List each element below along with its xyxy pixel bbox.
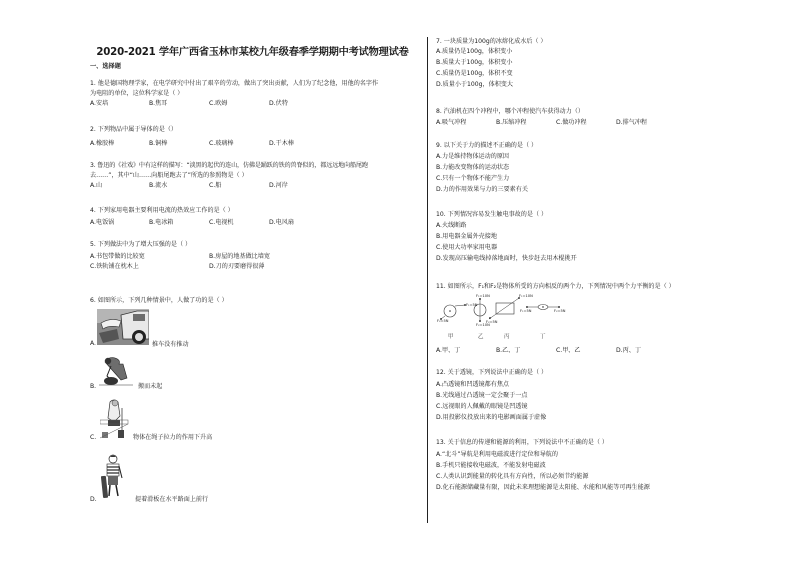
option-b: B.质量大于100g，体积变小 <box>436 59 513 66</box>
boy-carrying-skateboard-image <box>101 454 125 500</box>
question-stem: 7. 一块质量为100g的冰熔化成水后（ ） <box>436 38 547 45</box>
option-b: B.压缩冲程 <box>496 119 527 126</box>
option-a-text: 推车没有推动 <box>152 341 189 348</box>
option-d-text: 提着滑板在水平路面上前行 <box>135 496 209 503</box>
document-title: 2020-2021 学年广西省玉林市某校九年级春季学期期中考试物理试卷 <box>96 47 409 58</box>
force-label: F₁=10N <box>519 294 533 298</box>
option-d: D.伏特 <box>269 100 288 107</box>
option-a-letter: A. <box>90 340 96 347</box>
diagram-caption: 乙 <box>478 334 484 340</box>
question-stem: 13. 关于信息的传递和能源的利用，下列说法中不正确的是（ ） <box>436 439 609 446</box>
option-b: B.焦耳 <box>149 100 168 107</box>
option-c: C.远视眼的人佩戴的眼镜是凹透镜 <box>436 403 528 410</box>
option-a: A.安培 <box>90 100 109 107</box>
option-b-text: 搬而未起 <box>138 383 163 390</box>
option-c: C.玻璃棒 <box>209 140 234 147</box>
diagram-caption: 丁 <box>540 334 546 340</box>
option-d: D.丙、丁 <box>616 347 641 354</box>
question-stem: 9. 以下关于力的描述不正确的是（ ） <box>436 142 538 149</box>
option-a: A.山 <box>90 182 103 189</box>
column-divider <box>427 37 428 523</box>
option-c: C.质量仍是100g，体积不变 <box>436 70 513 77</box>
option-d: D.化石能源储藏量有限，因此未来理想能源是太阳能、水能和风能等可再生能源 <box>436 484 650 491</box>
force-diagrams <box>436 296 566 344</box>
option-d: D.干木棒 <box>269 140 294 147</box>
option-c-text: 物体在绳子拉力的作用下升高 <box>133 434 213 441</box>
force-label: F₂=5N <box>554 309 566 313</box>
option-a: A.书包带做的比较宽 <box>90 253 145 260</box>
person-pushing-car-image <box>97 309 149 345</box>
force-label: F₁=5N <box>466 303 478 307</box>
option-b: B.力能改变物体的运动状态 <box>436 164 510 171</box>
question-stem: 5. 下列做法中为了增大压强的是（ ） <box>90 241 192 248</box>
option-b: B.电冰箱 <box>149 219 174 226</box>
option-a: A.力是维持物体运动的原因 <box>436 153 510 160</box>
diagram-caption: 甲 <box>448 334 454 340</box>
question-stem: 4. 下列家用电器主要利用电流的热效应工作的是（ ） <box>90 207 234 214</box>
option-a: A.“北斗”导航是利用电磁波进行定位和导航的 <box>436 451 558 458</box>
option-a: A.质量仍是100g，体积变小 <box>436 48 513 55</box>
option-b: B.光线通过凸透镜一定会聚于一点 <box>436 392 528 399</box>
option-b: B.流水 <box>149 182 168 189</box>
option-c: C.甲、乙 <box>556 347 581 354</box>
option-b-letter: B. <box>90 383 97 390</box>
option-d: D.刀的刃要磨得很薄 <box>209 263 265 270</box>
option-b: B.房屋的地基做比墙宽 <box>209 253 270 260</box>
option-d-letter: D. <box>90 496 97 503</box>
option-c: C.使用大功率家用电器 <box>436 244 498 251</box>
option-d: D.用投影仪投放出来的电影画面属于虚像 <box>436 414 547 421</box>
force-label: F₂=10N <box>476 323 490 327</box>
force-label: F₂=5N <box>486 320 498 324</box>
option-c: C.铁轨铺在枕木上 <box>90 263 139 270</box>
option-a: A.凸透镜和凹透镜都有焦点 <box>436 381 510 388</box>
option-d: D.排气冲程 <box>616 119 648 126</box>
option-a: A.橡胶棒 <box>90 140 115 147</box>
person-pulling-rope-image <box>100 398 134 440</box>
force-label: F₁=5N <box>520 309 532 313</box>
option-c: C.电视机 <box>209 219 234 226</box>
question-stem: 为电阻的单位，这位科学家是（ ） <box>90 90 184 97</box>
question-stem: 去……”，其中“山……向船尾跑去了”所选的参照物是（ ） <box>90 172 248 179</box>
option-c: C.欧姆 <box>209 100 228 107</box>
question-stem: 6. 如图所示，下列几种情景中，人做了功的是（ ） <box>90 297 228 304</box>
option-b: B.乙、丁 <box>496 347 521 354</box>
option-a: A.甲、丁 <box>436 347 461 354</box>
option-c: C.做功冲程 <box>556 119 587 126</box>
option-c: C.人类认识到能量的转化具有方向性，所以必须节约能源 <box>436 473 589 480</box>
force-label: F₁=10N <box>476 294 490 298</box>
option-b: B.手机只能接收电磁波，不能发射电磁波 <box>436 462 546 469</box>
option-d: D.质量小于100g，体积变大 <box>436 81 513 88</box>
option-b: B.用电器金属外壳接地 <box>436 233 497 240</box>
question-stem: 10. 下列情况容易发生触电事故的是（ ） <box>436 211 548 218</box>
section-heading: 一、选择题 <box>90 63 121 70</box>
option-c-letter: C. <box>90 434 97 441</box>
question-stem: 3. 鲁迅的《社戏》中有这样的描写：“淡黑的起伏的连山，仿佛是踊跃的铁的兽脊似的，都远远地向船尾跑 <box>90 162 368 169</box>
option-a: A.吸气冲程 <box>436 119 467 126</box>
question-stem: 1. 他是德国物理学家，在电学研究中付出了艰辛的劳动，做出了突出贡献，人们为了纪念他，用他的名字作 <box>90 80 379 87</box>
option-a: A.火线断路 <box>436 222 467 229</box>
option-a: A.电饭锅 <box>90 219 115 226</box>
option-c: C.只有一个物体不能产生力 <box>436 175 510 182</box>
option-d: D.发现高压输电线掉落地面时，快步赶去用木棍挑开 <box>436 255 577 262</box>
option-d: D.力的作用效果与力的三要素有关 <box>436 186 528 193</box>
question-stem: 11. 如图所示，F₁和F₂是物体所受的方向相反的两个力，下列情况中两个力平衡的是（ ） <box>436 283 675 290</box>
question-stem: 2. 下列物品中属于导体的是（） <box>90 126 177 133</box>
question-stem: 8. 汽油机在四个冲程中，哪个冲程使汽车获得动力（） <box>436 108 584 115</box>
option-b: B.铜棒 <box>149 140 168 147</box>
option-d: D.电风扇 <box>269 219 294 226</box>
person-lifting-rock-image <box>99 354 133 387</box>
option-d: D.河岸 <box>269 182 288 189</box>
force-label: F₂=5N <box>437 319 449 323</box>
option-c: C.船 <box>209 182 222 189</box>
diagram-caption: 丙 <box>504 334 510 340</box>
question-stem: 12. 关于透镜，下列说法中正确的是（ ） <box>436 369 548 376</box>
